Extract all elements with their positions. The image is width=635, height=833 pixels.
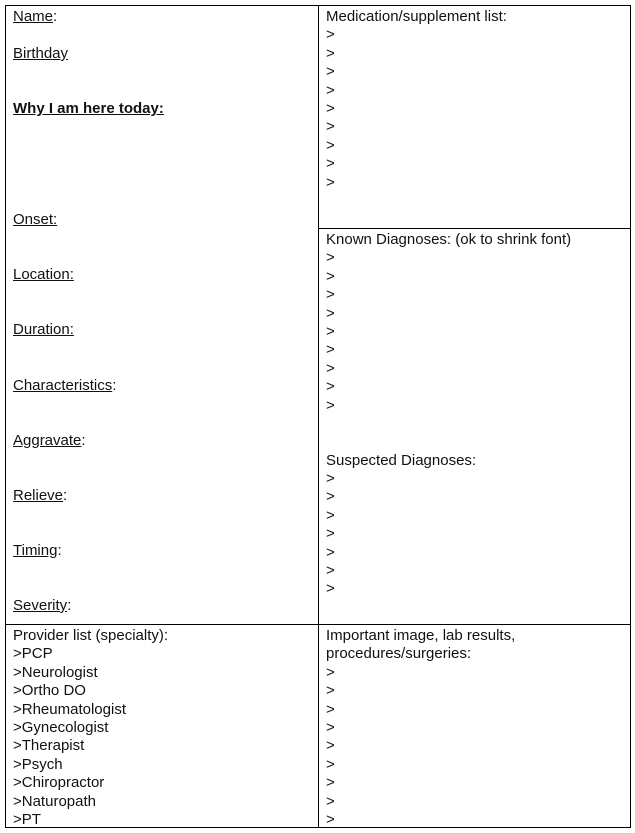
spacer-line xyxy=(326,433,631,451)
severity-label: Severity xyxy=(13,597,68,614)
medication-bullet: > xyxy=(326,99,335,117)
provider-item: >Psych xyxy=(13,755,63,773)
location-label: Location: xyxy=(13,266,74,283)
known-diagnosis-bullet: > xyxy=(326,378,335,396)
timing-colon: : xyxy=(57,542,62,559)
diagnoses-cell xyxy=(319,229,631,599)
provider-item: >PT xyxy=(13,810,41,828)
name-field xyxy=(13,8,57,26)
provider-item: >Therapist xyxy=(13,737,85,755)
known-diagnosis-bullet: > xyxy=(326,359,335,377)
medication-bullet: > xyxy=(326,81,335,99)
aggravate-colon: : xyxy=(81,432,86,449)
medication-bullet: > xyxy=(326,63,335,81)
known-diagnoses-title: Known Diagnoses: (ok to shrink font) xyxy=(326,231,572,248)
suspected-diagnosis-bullet: > xyxy=(326,580,335,598)
results-bullet: > xyxy=(326,663,335,681)
known-diagnosis-bullet: > xyxy=(326,249,335,267)
results-bullet: > xyxy=(326,792,335,810)
onset-label: Onset: xyxy=(13,211,58,228)
provider-item: >Chiropractor xyxy=(13,774,105,792)
name-label: Name xyxy=(13,8,54,25)
provider-item: >Naturopath xyxy=(13,792,96,810)
results-bullet: > xyxy=(326,682,335,700)
results-bullet: > xyxy=(326,774,335,792)
timing-label: Timing xyxy=(13,542,58,559)
results-title-line2: procedures/surgeries: xyxy=(326,645,472,663)
relieve-field xyxy=(13,487,67,505)
suspected-diagnoses-title: Suspected Diagnoses: xyxy=(326,451,477,469)
medication-bullet: > xyxy=(326,136,335,154)
characteristics-colon: : xyxy=(112,377,117,394)
suspected-diagnosis-bullet: > xyxy=(326,506,335,524)
results-bullet: > xyxy=(326,718,335,736)
relieve-colon: : xyxy=(63,487,68,504)
duration-label: Duration: xyxy=(13,321,74,338)
medication-bullet: > xyxy=(326,44,335,62)
medication-bullet: > xyxy=(326,155,335,173)
relieve-label: Relieve xyxy=(13,487,64,504)
known-diagnosis-bullet: > xyxy=(326,304,335,322)
known-diagnosis-bullet: > xyxy=(326,396,335,414)
provider-item: >Ortho DO xyxy=(13,682,86,700)
aggravate-field xyxy=(13,432,86,450)
medication-cell xyxy=(319,6,631,192)
intake-form-table xyxy=(5,5,631,828)
characteristics-label: Characteristics xyxy=(13,377,113,394)
known-diagnosis-bullet: > xyxy=(326,341,335,359)
results-bullet: > xyxy=(326,810,335,828)
aggravate-label: Aggravate xyxy=(13,432,82,449)
provider-item: >PCP xyxy=(13,645,53,663)
results-bullet: > xyxy=(326,755,335,773)
medication-title: Medication/supplement list: xyxy=(326,8,507,25)
provider-item: >Neurologist xyxy=(13,663,98,681)
timing-field xyxy=(13,542,62,560)
results-title-line1: Important image, lab results, xyxy=(326,627,516,644)
severity-field xyxy=(13,597,71,615)
severity-colon: : xyxy=(67,597,72,614)
provider-item: >Gynecologist xyxy=(13,718,109,736)
why-here-label: Why I am here today: xyxy=(13,100,164,117)
results-bullet: > xyxy=(326,700,335,718)
provider-list-cell xyxy=(6,625,318,829)
results-cell xyxy=(319,625,631,829)
suspected-diagnosis-bullet: > xyxy=(326,470,335,488)
provider-list-title: Provider list (specialty): xyxy=(13,627,169,644)
known-diagnosis-bullet: > xyxy=(326,322,335,340)
suspected-diagnosis-bullet: > xyxy=(326,488,335,506)
characteristics-field xyxy=(13,377,116,395)
suspected-diagnosis-bullet: > xyxy=(326,543,335,561)
spacer-line xyxy=(326,415,631,433)
birthday-label: Birthday xyxy=(13,45,69,62)
provider-item: >Rheumatologist xyxy=(13,700,126,718)
suspected-diagnosis-bullet: > xyxy=(326,525,335,543)
suspected-diagnosis-bullet: > xyxy=(326,562,335,580)
name-colon: : xyxy=(53,8,58,25)
medication-bullet: > xyxy=(326,118,335,136)
medication-bullet: > xyxy=(326,173,335,191)
known-diagnosis-bullet: > xyxy=(326,286,335,304)
known-diagnosis-bullet: > xyxy=(326,267,335,285)
results-bullet: > xyxy=(326,737,335,755)
medication-bullet: > xyxy=(326,26,335,44)
